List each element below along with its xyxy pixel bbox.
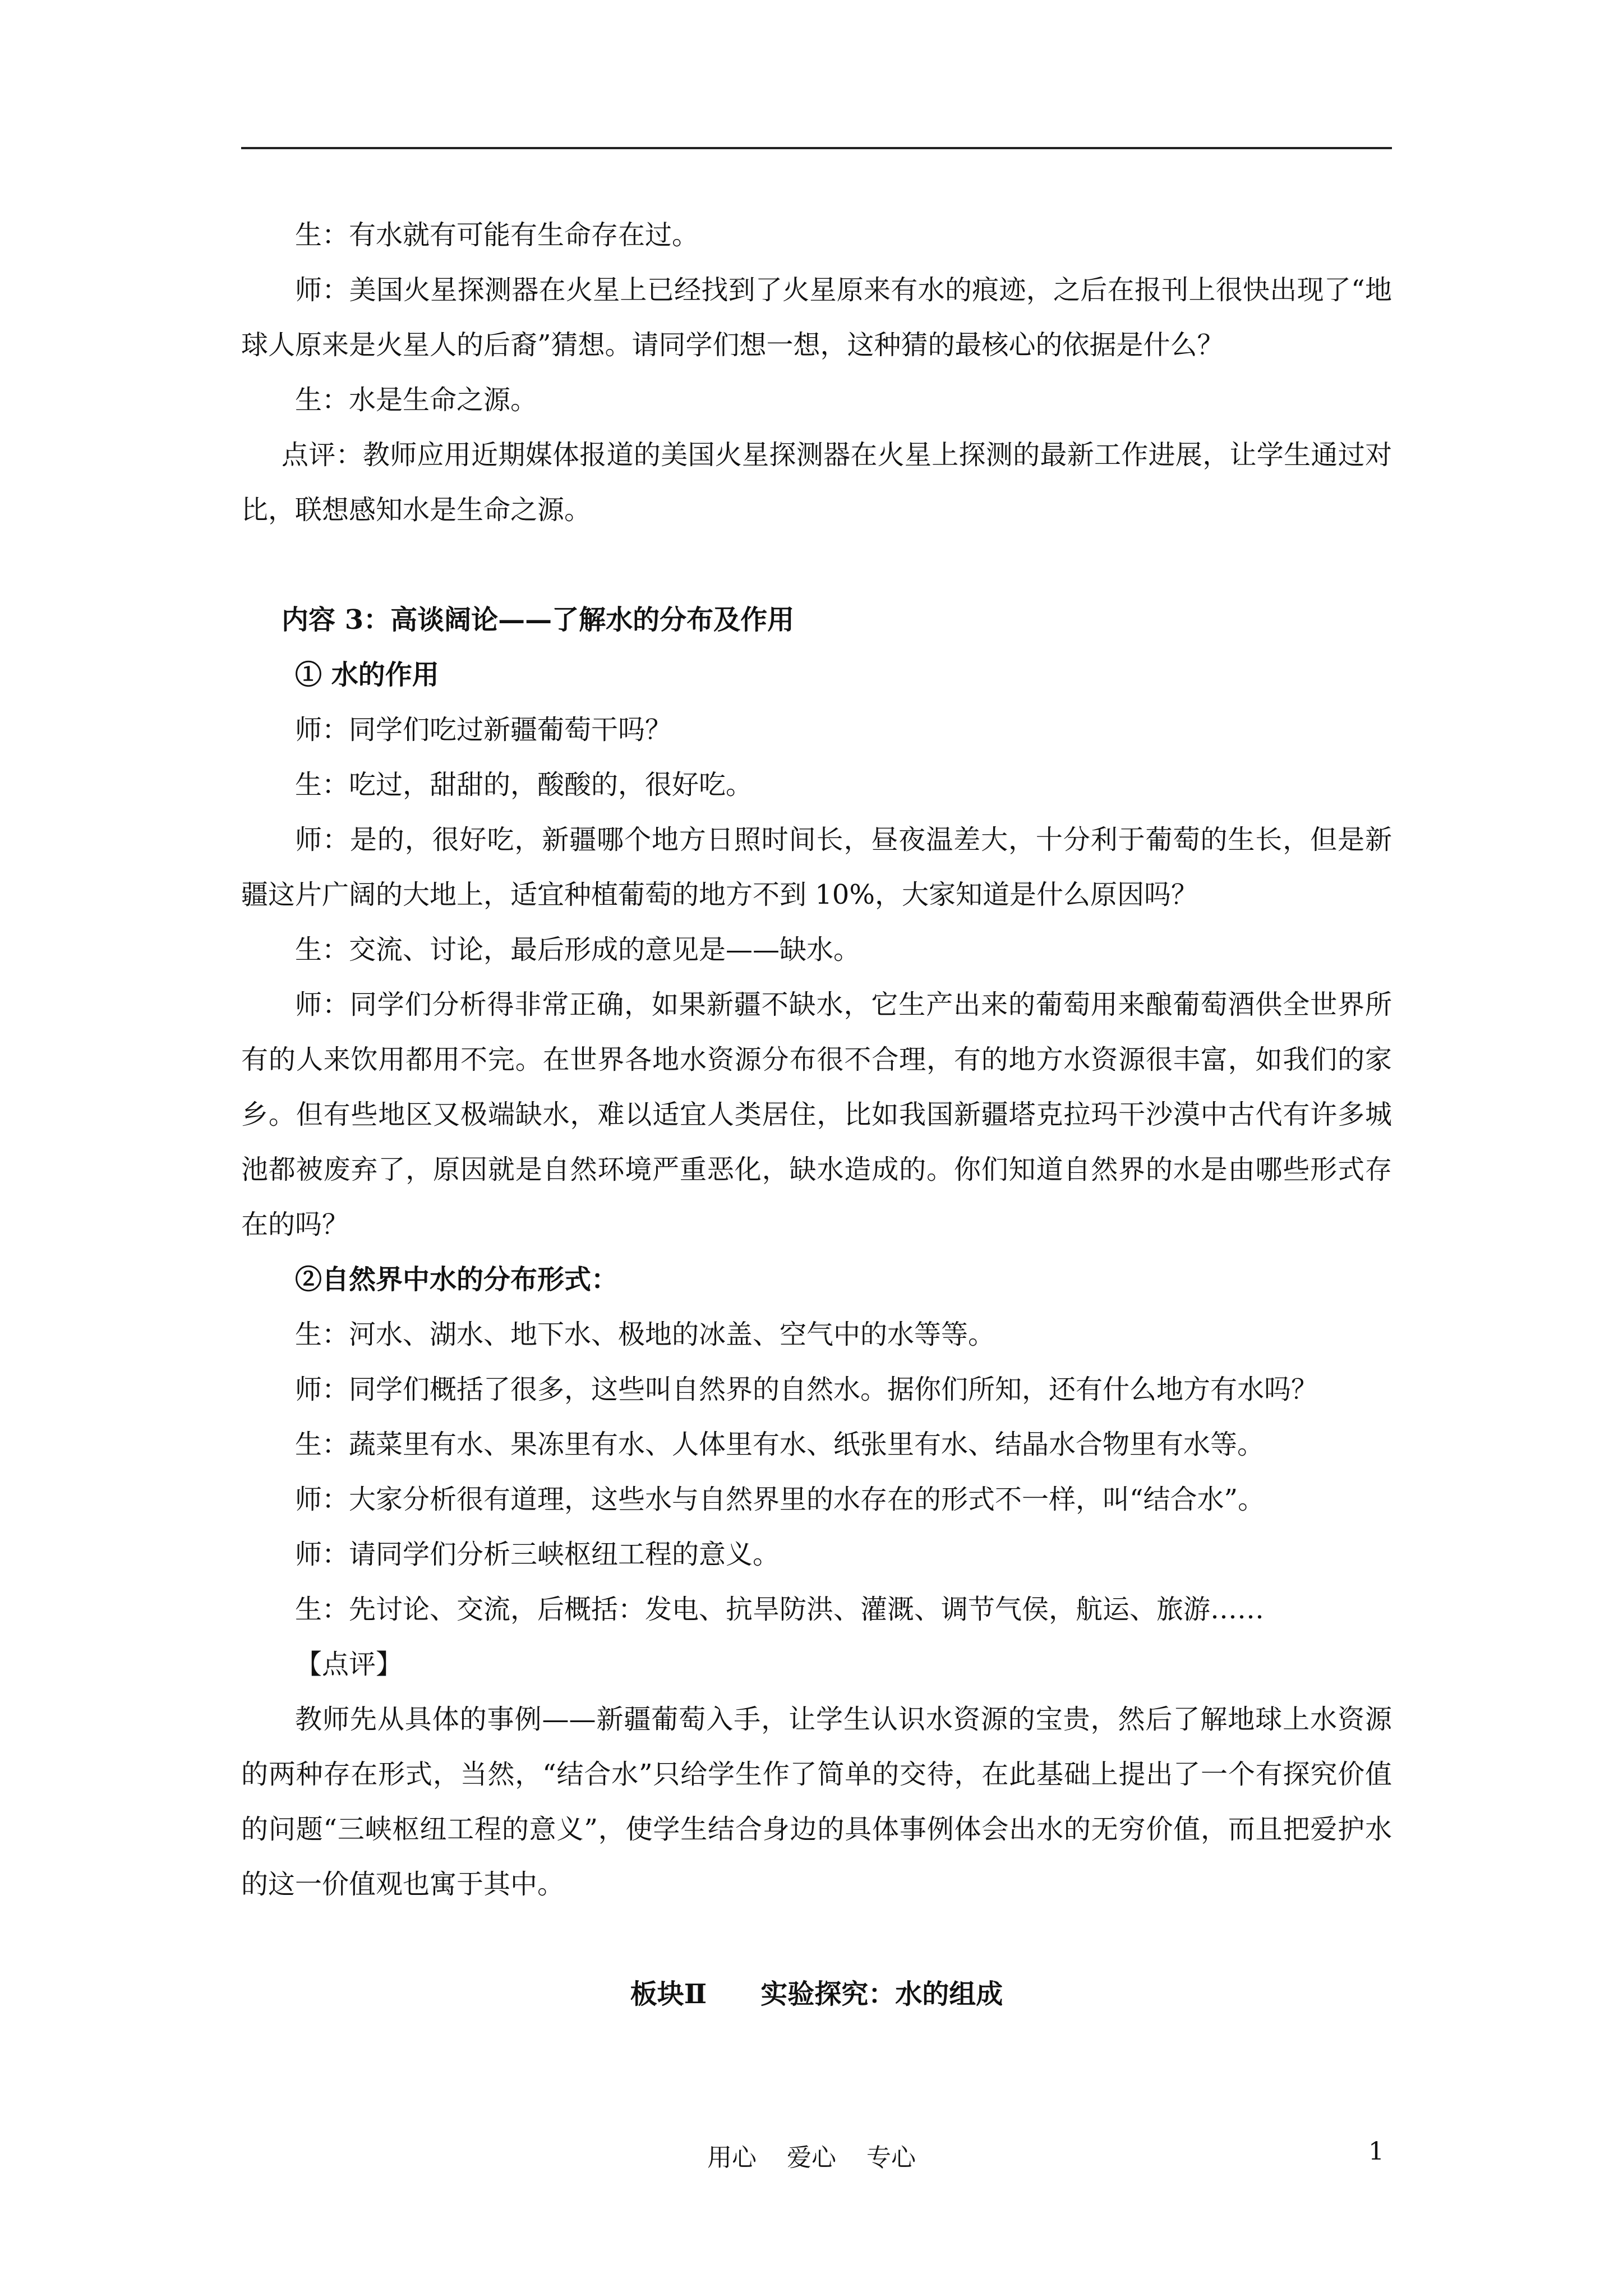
paragraph-c3-11: 生：先讨论、交流，后概括：发电、抗旱防洪、灌溉、调节气侯，航运、旅游……	[295, 1594, 1265, 1625]
paragraph-teacher-mars: 师：美国火星探测器在火星上已经找到了火星原来有水的痕迹，之后在报刊上很快出现了“地球人原来是火星人的后裔”猜想。请同学们想一想，这种猜的最核心的依据是什么？	[241, 274, 1392, 361]
subheading-water-forms: ②自然界中水的分布形式：	[295, 1264, 619, 1295]
page-number: 1	[1368, 2137, 1384, 2166]
paragraph-student-2: 生：水是生命之源。	[295, 384, 538, 416]
paragraph-c3-9: 师：大家分析很有道理，这些水与自然界里的水存在的形式不一样，叫“结合水”。	[295, 1484, 1265, 1515]
spacer	[241, 537, 1392, 592]
paragraph-review-1: 点评：教师应用近期媒体报道的美国火星探测器在火星上探测的最新工作进展，让学生通过对比，联想感知水是生命之源。	[241, 439, 1392, 526]
paragraph-c3-2: 生：吃过，甜甜的，酸酸的，很好吃。	[295, 769, 753, 800]
paragraph-student-1: 生：有水就有可能有生命存在过。	[295, 219, 699, 251]
paragraph-c3-1: 师：同学们吃过新疆葡萄干吗？	[295, 714, 672, 746]
paragraph-c3-7: 师：同学们概括了很多，这些叫自然界的自然水。据你们所知，还有什么地方有水吗？	[295, 1374, 1318, 1405]
paragraph-c3-3: 师：是的，很好吃，新疆哪个地方日照时间长，昼夜温差大，十分利于葡萄的生长，但是新疆这片广阔的大地上，适宜种植葡萄的地方不到 10%，大家知道是什么原因吗？	[241, 824, 1392, 910]
paragraph-c3-4: 生：交流、讨论，最后形成的意见是——缺水。	[295, 934, 861, 965]
footer-motto: 用心 爱心 专心	[707, 2143, 916, 2172]
section-heading	[241, 1967, 1392, 2022]
paragraph-c3-10: 师：请同学们分析三峡枢纽工程的意义。	[295, 1539, 780, 1570]
section-title: 实验探究：水的组成	[760, 1978, 1003, 2010]
header-rule	[241, 147, 1392, 149]
paragraph-c3-8: 生：蔬菜里有水、果冻里有水、人体里有水、纸张里有水、结晶水合物里有水等。	[295, 1429, 1265, 1460]
content3-heading: 内容 3：高谈阔论——了解水的分布及作用	[282, 604, 795, 636]
page-content	[241, 208, 1392, 2022]
section-label: 板块Ⅱ	[630, 1978, 707, 2010]
paragraph-c3-5: 师：同学们分析得非常正确，如果新疆不缺水，它生产出来的葡萄用来酿葡萄酒供全世界所有的人来饮用都用不完。在世界各地水资源分布很不合理，有的地方水资源很丰富，如我们的家乡。但有些地区又极端缺水，难以适宜人类居住，比如我国新疆塔克拉玛干沙漠中古代有许多城池都被废弃了，原因就是自然环境严重恶化，缺水造成的。你们知道自然界的水是由哪些形式存在的吗？	[241, 989, 1392, 1240]
paragraph-c3-6: 生：河水、湖水、地下水、极地的冰盖、空气中的水等等。	[295, 1319, 995, 1350]
review-label: 【点评】	[295, 1649, 403, 1680]
paragraph-review-2: 教师先从具体的事例——新疆葡萄入手，让学生认识水资源的宝贵，然后了解地球上水资源的两种存在形式，当然，“结合水”只给学生作了简单的交待，在此基础上提出了一个有探究价值的问题“三峡枢纽工程的意义”，使学生结合身边的具体事例体会出水的无穷价值，而且把爱护水的这一价值观也寓于其中。	[241, 1704, 1392, 1900]
subheading-water-role: ① 水的作用	[295, 659, 439, 691]
